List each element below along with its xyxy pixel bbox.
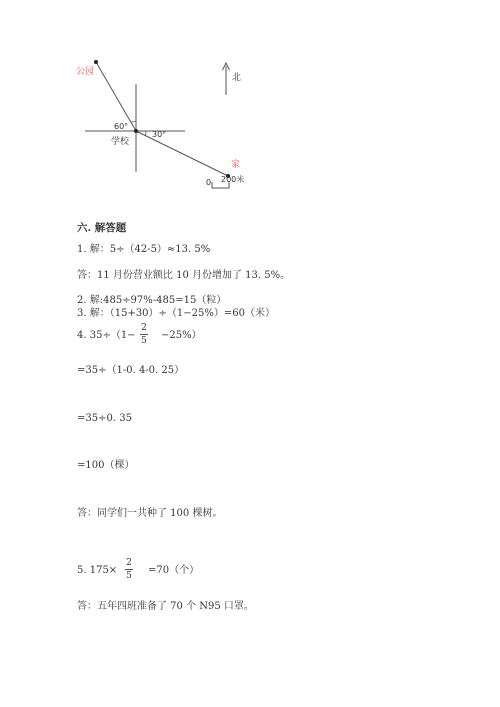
q4-step4: =100（棵） [77,460,135,471]
q4-fraction-denominator: 5 [141,336,147,346]
home-label: 家 [231,160,241,170]
q2-solution: 2. 解:485÷97%-485=15（粒） [77,295,227,306]
q4-answer: 答：同学们一共种了 100 棵树。 [77,508,223,519]
q4-suffix: −25%） [161,330,202,341]
q4-step2: =35÷（1-0. 4-0. 25） [77,365,185,376]
q5-fraction [125,558,133,581]
park-point [94,60,98,64]
q4-fraction-bar [140,334,148,335]
park-label: 公园 [76,67,95,77]
school-label: 学校 [111,137,130,147]
section-heading: 六. 解答题 [77,222,127,234]
q5-answer: 答：五年四班准备了 70 个 N95 口罩。 [77,601,254,612]
q5-fraction-bar [125,569,133,570]
q4-step3: =35÷0. 35 [77,413,132,424]
school-to-home-line [136,131,228,176]
angle-60-label: 60° [114,122,129,131]
direction-diagram [0,0,500,210]
scale-zero-label: 0 [206,178,212,187]
north-label: 北 [232,73,242,83]
scale-label: 200米 [221,175,245,184]
q5-fraction-numerator: 2 [126,558,132,568]
angle-arc-left [131,121,136,122]
q5-prefix: 5. 175× [77,565,118,576]
q1-answer: 答：11 月份营业额比 10 月份增加了 13. 5%。 [77,270,291,281]
q4-fraction-numerator: 2 [141,323,147,333]
school-point [134,129,138,133]
q4-prefix: 4. 35÷（1− [77,330,136,341]
q4-fraction [140,323,148,346]
q3-solution: 3. 解：（15+30）÷（1−25%）=60（米） [77,308,275,319]
angle-arc-right [145,131,146,136]
q5-fraction-denominator: 5 [126,571,132,581]
angle-30-label: 30° [152,130,167,139]
q1-solution: 1. 解：5÷（42-5）≈13. 5% [77,244,211,255]
q5-suffix: =70（个） [148,565,200,576]
